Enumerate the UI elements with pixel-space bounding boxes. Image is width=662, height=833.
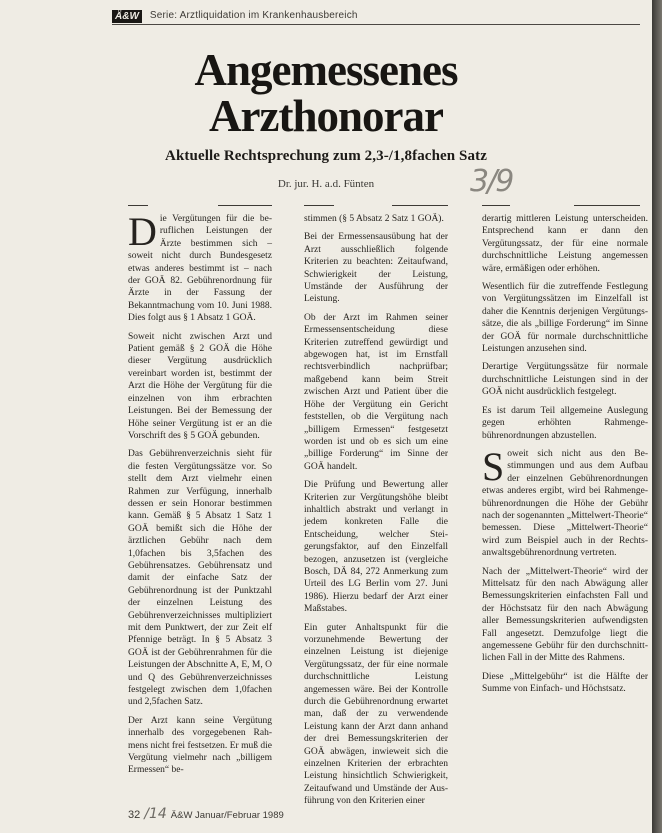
paragraph-text: oweit sich nicht aus den Bestimmungen und aus dem Aufbau der einzelnen Gebührenordnungen etwas anderes ergibt, wird bei Rahmengebührenordnungen die Höhe der Gebühr nach der sogenannten „Mittelwert-Theorie“ bemessen. Diese „Mittelwert-Theorie“ wird zum Beispiel auch in der Rechtsanwaltsgebührenordnung vertreten. [482,448,648,559]
paragraph [482,443,648,560]
paragraph: Ein guter Anhaltspunkt für die vorzunehmende Bewertung der einzelnen Leistung ist diejenige Vergütungssatz, der für eine normale durchschnittliche Leistung angemessen wäre. Bei der Kontrolle durch die Gebührenordnung erwartet man, daß der zu verwendende Leistung kann der Arzt dann anhand der drei Bemessungskriterien der GOÄ abwägen, inwieweit sich die einzelnen Kriterien der erbrachten Leistung hinsichtlich Schwierigkeit, Zeitaufwand und Umstände der Ausführung von den Kriterien einer [304,622,448,807]
column-rule-6 [574,205,640,206]
paragraph: Nach der „Mittelwert-Theorie“ wird der Mittelsatz für den nach Abwägung aller Bemessungskriterien einfachsten Fall und der Höchstsatz für den nach Abwägung aller Bemessungskriterien aufwendigsten Fall angesetzt. Demzufolge liegt die angemessene Gebühr für den durchschnittlichen Fall in der Mitte des Rahmens. [482,566,648,664]
handwritten-note: 3/9 [470,164,513,199]
text-column-3 [482,213,648,702]
paragraph: Das Gebührenverzeichnis sieht für die festen Vergütungssätze vor. So stellt dem Arzt vielmehr einen Rahmen zur Verfügung, innerhalb dessen er sein Honorar bestimmen kann. Gemäß § 5 Absatz 1 Satz 1 GOÄ bemißt sich die Höhe der ärztlichen Gebühr nach dem 1,0fachen bis 3,5fachen des Gebührensatzes. Gebührensatz und damit der einfache Satz der Gebührenordnung ist der Punktzahl der einzelnen Leistung des Gebührenverzeichnisses multipliziert mit dem Punktwert, der zur Zeit elf Pfennige beträgt. In § 5 Absatz 3 GOÄ ist der Gebührenrahmen für die Leistungen der Abschnitte A, E, M, O und Q des Gebührenverzeichnisses festgelegt zwischen dem 1,0fachen und 2,5fachen Satz. [128,449,272,708]
handwritten-page-mark: /14 [144,806,167,822]
paragraph: Wesentlich für die zutreffende Festlegung von Vergütungssätzen im Einzelfall ist daher die Kenntnis derjenigen Vergütungssätze, die als „billige Forderung“ im Sinne der GOÄ für normale durchschnittliche Leistungen anzusehen sind. [482,282,648,355]
drop-cap: S [482,443,505,489]
article-author: Dr. jur. H. a.d. Fünten [277,178,375,190]
paragraph: Diese „Mittelgebühr“ ist die Hälfte der Summe von Einfach- und Höchstsatz. [482,671,648,695]
paragraph [128,209,272,325]
drop-cap: D [128,209,157,254]
article-title-line-1: Angemessenes [194,45,458,95]
column-rule-3 [304,205,334,206]
issue-label: Ä&W Januar/Februar 1989 [170,810,284,821]
series-header [112,8,640,25]
text-column-1 [128,209,272,783]
paragraph: derartig mittleren Leistung unterscheiden. Entsprechend kann er dann den Vergütungssatz, der für eine normale durchschnittliche Leistung angemessen wäre, ermäßigen oder erhöhen. [482,214,648,274]
page-footer [128,806,284,822]
article-title-line-2: Arzthonorar [209,91,443,141]
paragraph: Bei der Ermessensausübung hat der Arzt ausschließlich folgende Kriterien zu beachten: Zeitaufwand, Schwierigkeit der Leistung, Umstände der Ausführung der Leistung. [304,232,448,305]
article-subtitle: Aktuelle Rechtsprechung zum 2,3-/1,8fachen Satz [165,148,487,164]
page-number: 32 [128,809,141,821]
scan-edge-shadow [652,0,662,833]
paragraph: stimmen (§ 5 Absatz 2 Satz 1 GOÄ). [304,214,444,224]
paragraph-text: ie Vergütungen für die beruflichen Leistungen der Ärzte bestimmen sich – soweit nicht durch Bundesgesetz etwas anderes bestimmt ist – nach der GOÄ 82. Gebührenordnung für Ärzte in der Fassung der Bekanntmachung vom 10. Juni 1988. Dies folgt aus § 1 Absatz 1 GOÄ. [128,214,272,324]
column-rule-5 [482,205,510,206]
paragraph: Der Arzt kann seine Vergütung innerhalb des vorgegebenen Rahmens nicht frei festsetzen. Er muß die Vergütung vielmehr nach „billigem Ermessen“ be- [128,715,272,776]
paragraph: Soweit nicht zwischen Arzt und Patient gemäß § 2 GOÄ die Höhe dieser Vergütung ausdrücklich vereinbart worden ist, bestimmt der Arzt die Höhe der Vergütung für die einzelnen von ihm erbrachten Leistungen. Bei der Bemessung der Höhe seiner Vergütung ist er an die Vorschrift des § 5 GOÄ gebunden. [128,331,272,441]
series-label: Serie: Arztliquidation im Krankenhausbereich [149,10,358,21]
paragraph: Es ist darum Teil allgemeine Auslegung gegen erhöhten Rahmengebührenordnungen abzustellen. [482,405,648,441]
column-rule-2 [218,205,272,206]
column-rule-4 [392,205,448,206]
column-rule-1 [128,205,148,206]
paragraph: Ob der Arzt im Rahmen seiner Ermessensentscheidung diese Kriterien zutreffend gewürdigt und abgewogen hat, ist im Ernstfall rechtsverbindlich nachprüfbar; maßgebend kann beim Streit zwischen Arzt und Patient über die Höhe der Vergütung ein Gericht feststellen, ob die Vergütung nach „billigem Ermessen“ festgesetzt worden ist und ob es sich um eine „billige Forderung“ im Sinne der GOÄ handelt. [304,312,448,472]
text-column-2 [304,213,448,814]
paragraph: Derartige Vergütungssätze für normale durchschnittliche Leistungen sind in der GOÄ nicht ausdrücklich festgelegt. [482,362,648,398]
publication-logo: Ä&W [112,10,142,23]
paragraph: Die Prüfung und Bewertung aller Kriterien zur Vergütungshöhe bleibt inhaltlich abstrakt und verlangt in jedem konkreten Falle die Entscheidung, welcher Steigerungsfaktor, auf den Einzelfall bezogen, anzusetzen ist (vergleiche Bosch, DÄ 84, 272 Anmerkung zum Urteil des LG Berlin vom 27. Juni 1986). Hierzu bedarf der Arzt einer Maßstabes. [304,480,448,615]
